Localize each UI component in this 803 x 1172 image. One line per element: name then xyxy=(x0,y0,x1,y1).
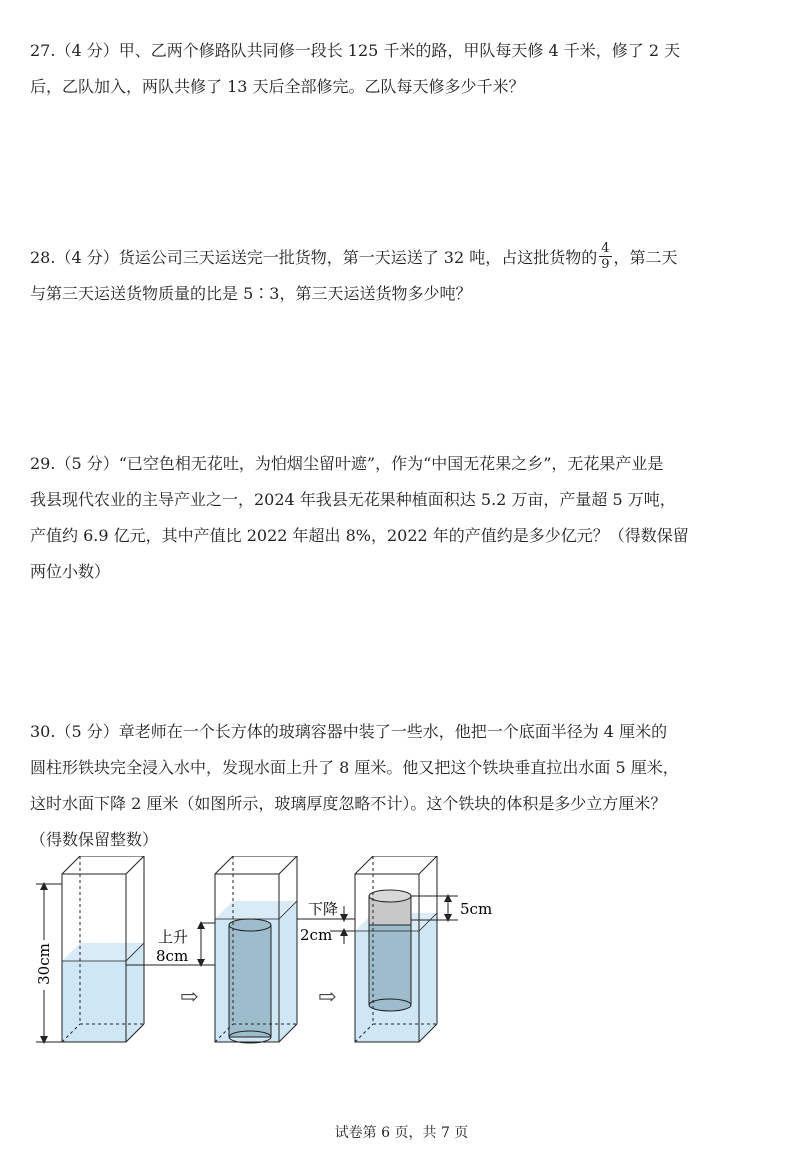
rise-amount-label: 8cm xyxy=(156,947,189,965)
drop-dimension xyxy=(297,900,355,944)
rise-label: 上升 xyxy=(158,928,189,946)
pull-label: 5cm xyxy=(460,900,493,918)
cylinder-3-top xyxy=(369,890,411,902)
container-3 xyxy=(355,856,437,1042)
question-28-line-2: 与第三天运送货物质量的比是 5∶3，第三天运送货物多少吨？ xyxy=(30,284,472,303)
question-30-line-1: 30.（5 分）章老师在一个长方体的玻璃容器中装了一些水，他把一个底面半径为 4 厘米的 xyxy=(30,722,668,741)
question-30-line-4: （得数保留整数） xyxy=(30,830,159,849)
drop-label: 下降 xyxy=(308,900,339,918)
arrow-icon: ⇨ xyxy=(180,985,199,1010)
question-30-line-3: 这时水面下降 2 厘米（如图所示，玻璃厚度忽略不计）。这个铁块的体积是多少立方厘米？ xyxy=(30,794,667,813)
question-27-line-2: 后，乙队加入，两队共修了 13 天后全部修完。乙队每天修多少千米？ xyxy=(30,77,525,96)
container-1 xyxy=(62,856,144,1042)
water-2-side xyxy=(279,901,297,1042)
question-30 xyxy=(30,714,770,858)
container-figure xyxy=(30,856,510,1056)
question-28-line-1 xyxy=(30,240,770,276)
question-27 xyxy=(30,33,770,105)
fraction-four-ninths xyxy=(599,241,611,272)
height-dimension xyxy=(35,884,62,1042)
question-29-line-2: 我县现代农业的主导产业之一，2024 年我县无花果种植面积达 5.2 万亩，产量超 5 万吨， xyxy=(30,490,676,509)
question-28 xyxy=(30,240,770,312)
question-29 xyxy=(30,446,770,590)
question-28-text-b: ，第二天 xyxy=(613,248,678,267)
page-footer: 试卷第 6 页，共 7 页 xyxy=(334,1125,469,1141)
water-3-side xyxy=(419,913,437,1042)
cylinder-2-body xyxy=(229,925,271,1037)
question-29-line-3: 产值约 6.9 亿元，其中产值比 2022 年超出 8%，2022 年的产值约是多少亿元？（得数保留 xyxy=(30,526,689,545)
question-30-line-2: 圆柱形铁块完全浸入水中，发现水面上升了 8 厘米。他又把这个铁块垂直拉出水面 5 厘米， xyxy=(30,758,679,777)
container-2 xyxy=(215,856,297,1043)
arrow-icon-2: ⇨ xyxy=(318,985,337,1010)
water-1-front xyxy=(62,961,126,1042)
fraction-numerator: 4 xyxy=(601,241,610,256)
height-label: 30cm xyxy=(35,943,53,985)
cylinder-3-bottom xyxy=(369,999,411,1011)
cylinder-3-submerged xyxy=(369,925,411,1005)
question-28-text-a: 28.（4 分）货运公司三天运送完一批货物，第一天运送了 32 吨，占这批货物的 xyxy=(30,248,598,267)
question-27-line-1: 27.（4 分）甲、乙两个修路队共同修一段长 125 千米的路，甲队每天修 4 千米，修了 2 天 xyxy=(30,41,681,60)
fraction-denominator: 9 xyxy=(601,257,610,272)
question-29-line-1: 29.（5 分）“已空色相无花吐，为怕烟尘留叶遮”，作为“中国无花果之乡”，无花果产业是 xyxy=(30,454,664,473)
drop-amount-label: 2cm xyxy=(300,926,333,944)
cylinder-2-top xyxy=(229,919,271,931)
question-29-line-4: 两位小数） xyxy=(30,562,111,581)
